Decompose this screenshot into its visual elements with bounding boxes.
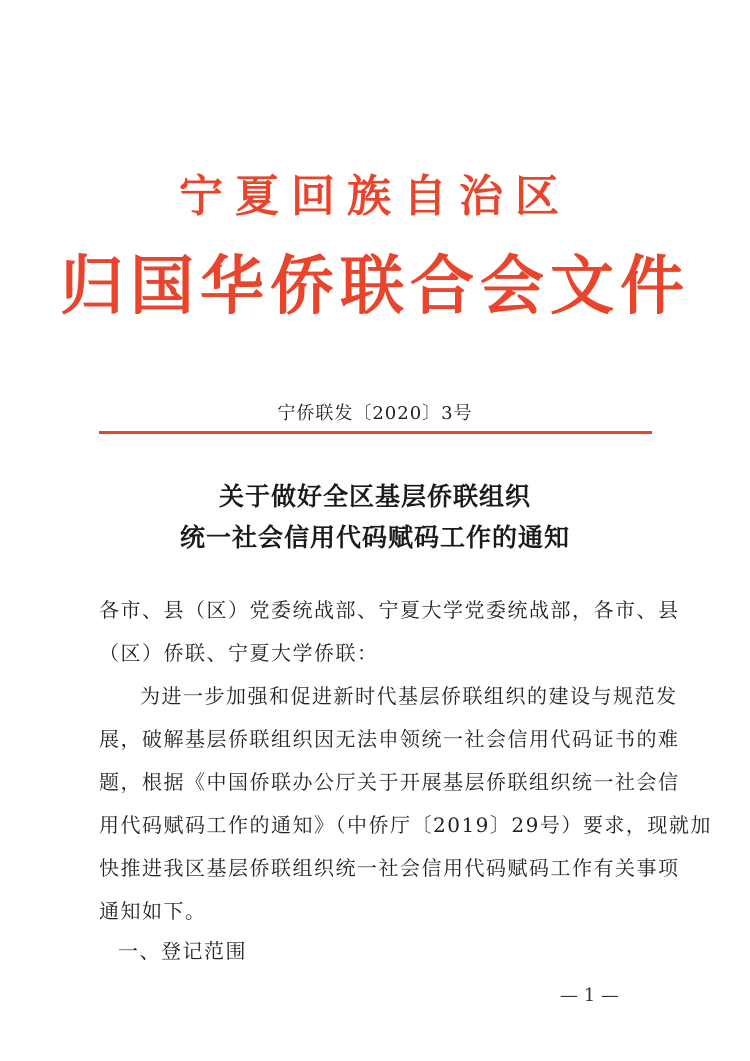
section-heading: 一、登记范围 <box>118 939 247 963</box>
document-number: 宁侨联发〔2020〕3号 <box>277 403 473 424</box>
body-paragraph-line: 为进一步加强和促进新时代基层侨联组织的建设与规范发 <box>140 684 678 708</box>
body-paragraph-line: 用代码赋码工作的通知》（中侨厅〔2019〕29号）要求，现就加 <box>99 813 712 837</box>
body-paragraph-line: 题，根据《中国侨联办公厅关于开展基层侨联组织统一社会信 <box>99 770 680 794</box>
issuing-authority-line2: 归国华侨联合会文件 <box>60 250 690 324</box>
body-paragraph-line: 快推进我区基层侨联组织统一社会信用代码赋码工作有关事项 <box>99 856 680 880</box>
issuing-authority-line1: 宁夏回族自治区 <box>179 171 571 222</box>
body-paragraph-line: 展，破解基层侨联组织因无法申领统一社会信用代码证书的难 <box>99 727 680 751</box>
red-divider-line <box>99 431 652 434</box>
addressee-line: （区）侨联、宁夏大学侨联： <box>99 641 379 665</box>
document-title-line1: 关于做好全区基层侨联组织 <box>218 482 531 511</box>
body-paragraph-line: 通知如下。 <box>99 899 207 923</box>
addressee-line: 各市、县（区）党委统战部、宁夏大学党委统战部，各市、县 <box>99 598 680 622</box>
document-title-line2: 统一社会信用代码赋码工作的通知 <box>179 523 570 552</box>
page-number: — 1 — <box>560 985 619 1006</box>
